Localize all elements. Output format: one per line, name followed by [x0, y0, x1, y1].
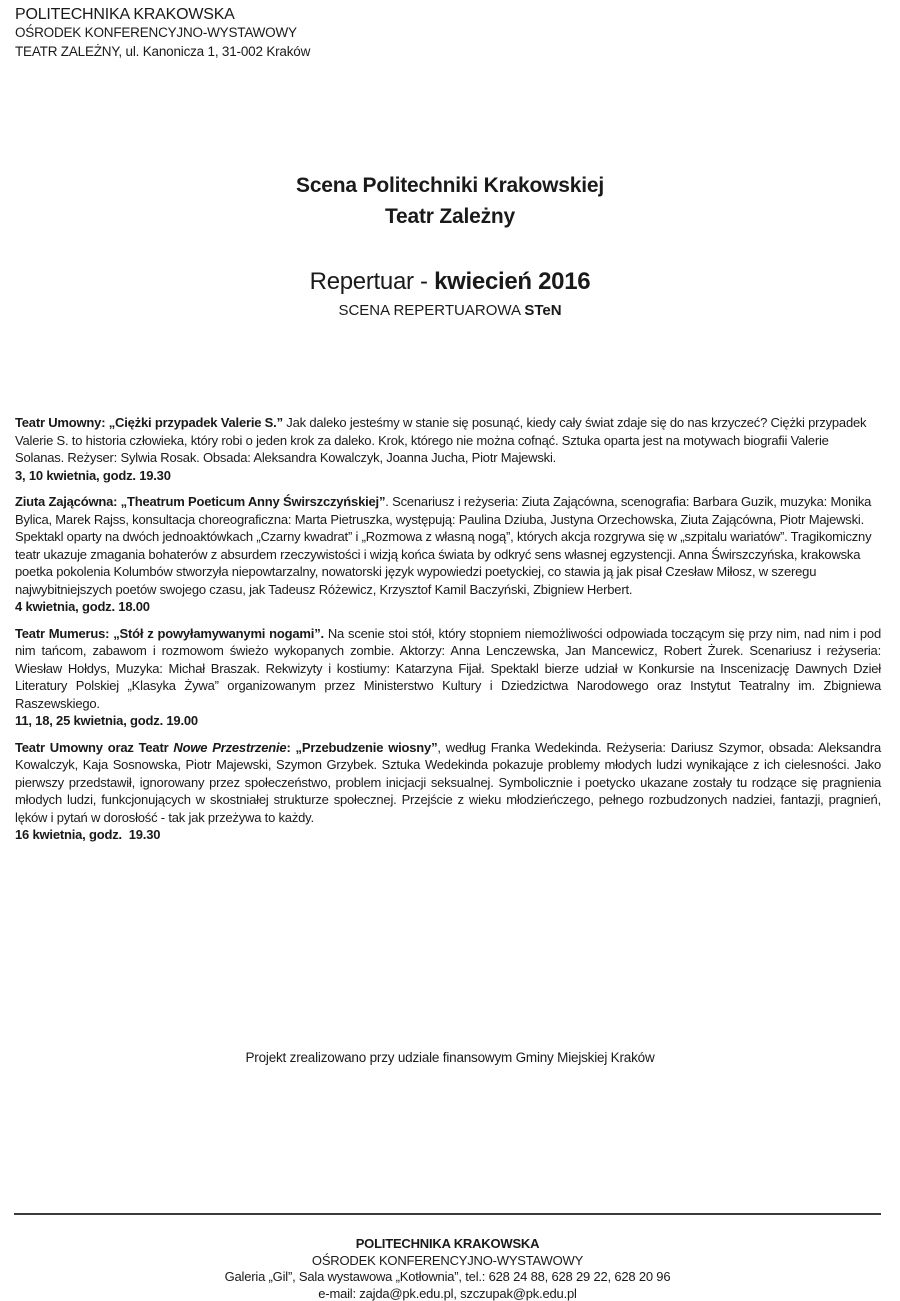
event-text-segment: , według Franka Wedekinda. Reżyseria: Dariusz Szymor, obsada: Aleksandra Kowalczyk, Kaja Sosnowska, Piotr Majewski, Szymon Grzybek. Sztuka Wedekinda pokazuje problemy młodych ludzi wynikające z ich cielesności. Jako pierwszy przedstawił, ignorowany przez społeczeństwo, problem inicjacji seksualnej. Symbolicznie i poetycko ukazane zostały tu rodzące się pragnienia młodych ludzi, funkcjonujących w skostniałej strukturze społecznej. Przejście z wieku młodzieńczego, pełnego rozbudzonych nadziei, fantazji, pragnień, lęków i pytań w dorosłość - tak jak przeżywa to każdy.	[15, 739, 881, 825]
grant-note: Projekt zrealizowano przy udziale finansowym Gminy Miejskiej Kraków	[245, 1050, 655, 1065]
stage-subheading	[0, 301, 900, 320]
event-date: 16 kwietnia, godz. 19.30	[15, 827, 161, 842]
stage-subheading-name: STeN	[524, 302, 562, 319]
repertoire-heading	[0, 267, 900, 297]
event-text-segment: Ziuta Zającówna: „Theatrum Poeticum Anny Świrszczyńskiej”	[15, 494, 386, 509]
page-title-line2: Teatr Zależny	[384, 205, 516, 228]
event-paragraph	[15, 739, 881, 844]
event-date: 4 kwietnia, godz. 18.00	[15, 599, 150, 614]
events-list	[15, 414, 881, 853]
event-paragraph	[15, 625, 881, 730]
repertoire-heading-month: kwiecień 2016	[434, 268, 591, 295]
footer-contact-phones: Galeria „Gil”, Sala wystawowa „Kotłownia”, tel.: 628 24 88, 628 29 22, 628 20 96	[224, 1269, 671, 1284]
stage-subheading-prefix: SCENA REPERTUAROWA	[338, 302, 525, 319]
letterhead-address: TEATR ZALEŻNY, ul. Kanonicza 1, 31-002 Kraków	[15, 43, 311, 59]
event-text-segment: Teatr Umowny: „Ciężki przypadek Valerie S.”	[15, 415, 287, 430]
title-block	[0, 170, 900, 320]
event-text-segment: Teatr Umowny oraz Teatr	[15, 739, 174, 755]
event-text-segment: Na scenie stoi stół, który stopniem niemożliwości odpowiada toczącym się przy nim, nad nim i pod nim tańcom, zabawom i rozmowom świeżo wykopanych zombie. Aktorzy: Anna Lenczewska, Jan Mancewicz, Robert Żurek. Scenariusz i reżyseria: Wiesław Hołdys, Muzyka: Michał Braszak. Rekwizyty i kostiumy: Katarzyna Fijał. Spektakl bierze udział w Konkursie na Inscenizację Dawnych Dzieł Literatury Polskiej „Klasyka Żywa” organizowanym przez Ministerstwo Kultury i Dziedzictwa Narodowego oraz Instytut Teatralny im. Zbigniewa Raszewskiego.	[15, 625, 881, 711]
repertoire-heading-prefix: Repertuar -	[309, 268, 435, 295]
letterhead-department: OŚRODEK KONFERENCYJNO-WYSTAWOWY	[15, 25, 297, 40]
event-text-segment: : „Przebudzenie wiosny”	[286, 739, 438, 755]
event-date: 3, 10 kwietnia, godz. 19.30	[15, 467, 171, 483]
event-date: 11, 18, 25 kwietnia, godz. 19.00	[15, 713, 198, 728]
footer-contact-emails: e-mail: zajda@pk.edu.pl, szczupak@pk.edu.pl	[318, 1285, 577, 1301]
footer-department: OŚRODEK KONFERENCYJNO-WYSTAWOWY	[311, 1252, 584, 1268]
event-text-segment: Teatr Mumerus: „Stół z powyłamywanymi nogami”.	[15, 625, 328, 641]
letterhead-org-name: POLITECHNIKA KRAKOWSKA	[15, 6, 235, 23]
footer	[14, 1213, 881, 1301]
footer-org-name: POLITECHNIKA KRAKOWSKA	[355, 1236, 540, 1251]
letterhead	[15, 5, 310, 61]
event-text-segment: Jak daleko jesteśmy w stanie się posunąć, kiedy cały świat zdaje się do nas krzyczeć? Ciężki przypadek Valerie S. to historia człowieka, który robi o jeden krok za daleko. Krok, którego nie można cofnąć. Sztuka oparta jest na motywach biografii Valerie Solanas. Reżyser: Sylwia Rosak. Obsada: Aleksandra Kowalczyk, Joanna Jucha, Piotr Majewski.	[15, 415, 867, 465]
event-text-segment: . Scenariusz i reżyseria: Ziuta Zającówna, scenografia: Barbara Guzik, muzyka: Monika Bylica, Marek Rajss, konsultacja choreograficzna: Marta Pietruszka, występują: Paulina Dziuba, Justyna Orzechowska, Ziuta Zającówna, Piotr Majewski. Spektakl oparty na dwóch jednoaktówkach „Czarny kwadrat” i „Rozmowa z własną nogą”, których akcja rozgrywa się w „szpitalu wariatów”. Tragikomiczny teatr ukazuje zmagania bohaterów z absurdem rzeczywistości i wizją końca świata by odkryć sens własnej egzystencji. Anna Świrszczyńska, krakowska poetka pokolenia Kolumbów stworzyła niepowtarzalny, nowatorski język wypowiedzi poetyckiej, co stawia ją jak pisał Czesław Miłosz, w szeregu najwybitniejszych poetów swojego czasu, jak Tadeusz Różewicz, Krzysztof Kamil Baczyński, Zbigniew Herbert.	[15, 494, 872, 597]
page-title-line1: Scena Politechniki Krakowskiej	[296, 174, 604, 197]
page-title	[0, 170, 900, 232]
event-paragraph	[15, 493, 881, 616]
event-text-segment: Nowe Przestrzenie	[173, 739, 287, 755]
event-paragraph	[15, 414, 881, 484]
